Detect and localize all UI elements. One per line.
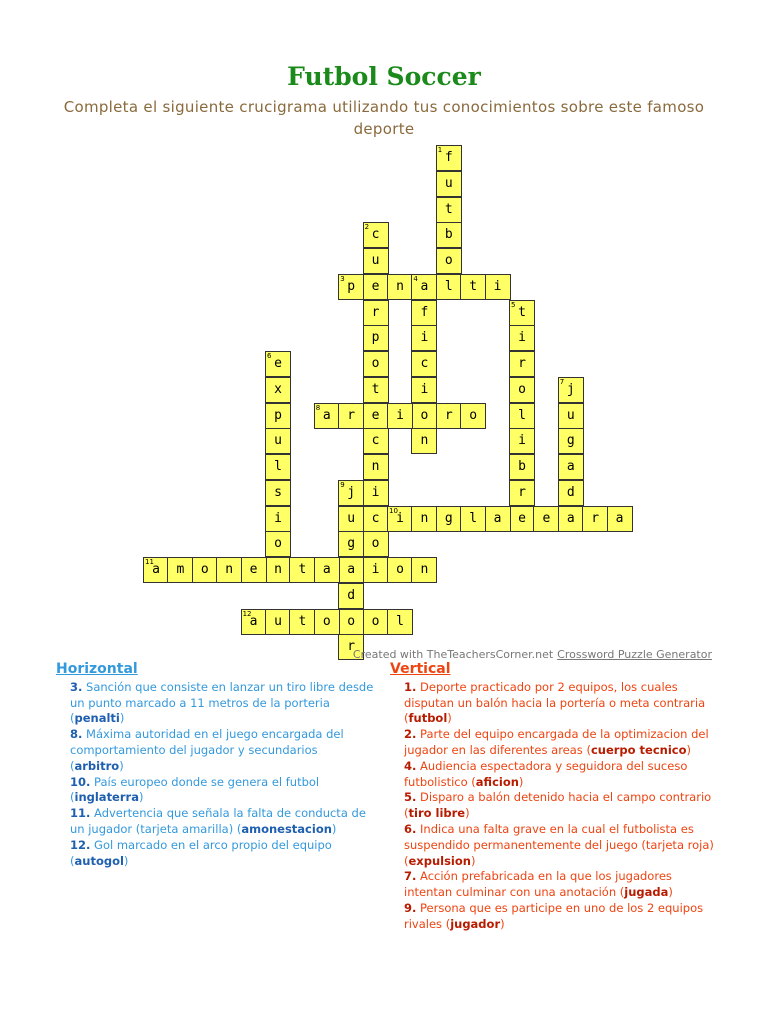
clue-end: ) (686, 742, 692, 757)
credit-line (353, 648, 712, 661)
clue-text: Audiencia espectadora y seguidora del suceso futbolistico ( (404, 758, 688, 789)
clue-answer: amonestacion (241, 821, 332, 836)
grid-cell[interactable] (485, 506, 511, 532)
clue-answer: penalti (74, 711, 120, 726)
cell-letter: l (469, 510, 478, 526)
horizontal-clues (56, 662, 374, 869)
clue-number: 5 (511, 300, 516, 309)
cell-letter: r (347, 639, 356, 655)
cell-letter: i (420, 330, 429, 346)
cell-letter: m (176, 562, 185, 577)
grid-cell[interactable] (363, 325, 389, 351)
grid-cell[interactable] (411, 428, 437, 454)
grid-cell[interactable] (265, 351, 291, 377)
clue-text: Gol marcado en el arco propio del equipo ( (70, 837, 332, 868)
cell-letter: e (371, 278, 380, 294)
clue-end: ) (518, 774, 524, 789)
grid-cell[interactable] (289, 609, 315, 635)
clue-number: 3 (340, 274, 345, 283)
grid-cell[interactable] (436, 222, 462, 248)
cell-letter: c (420, 356, 429, 371)
grid-cell[interactable] (265, 377, 291, 403)
grid-cell[interactable] (363, 531, 389, 557)
grid-cell[interactable] (265, 609, 291, 635)
grid-cell[interactable] (363, 351, 389, 377)
grid-cell[interactable] (509, 351, 535, 377)
grid-cell[interactable] (265, 557, 291, 583)
cell-letter: b (444, 227, 453, 243)
cell-letter: e (518, 510, 526, 526)
horizontal-heading: Horizontal (56, 661, 138, 677)
grid-cell[interactable] (265, 454, 291, 480)
cell-letter: n (396, 278, 404, 294)
cell-letter: r (347, 407, 356, 423)
clue-text: País europeo donde se genera el futbol ( (70, 774, 320, 805)
grid-cell[interactable] (558, 428, 584, 454)
grid-cell[interactable] (387, 274, 413, 300)
clue-number: 9. (404, 900, 417, 915)
cell-letter: e (274, 356, 282, 371)
cell-letter: f (420, 304, 429, 320)
credit-text: Created with TheTeachersCorner.net (352, 648, 554, 661)
cell-letter: r (371, 304, 380, 320)
clue-number: 4 (413, 274, 418, 283)
grid-cell[interactable] (314, 557, 340, 583)
cell-letter: g (444, 510, 453, 526)
clue-text: Parte del equipo encargada de la optimizacion del jugador en las diferentes areas ( (404, 727, 709, 757)
cell-letter: l (274, 459, 282, 474)
grid-cell[interactable] (436, 197, 462, 223)
grid-cell[interactable] (436, 506, 462, 532)
cell-letter: a (322, 407, 331, 423)
clue-number: 11 (145, 558, 154, 566)
cell-letter: e (371, 407, 380, 423)
cell-letter: x (274, 381, 282, 397)
cell-letter: r (518, 484, 526, 500)
grid-cell[interactable] (363, 248, 389, 274)
grid-cell[interactable] (265, 506, 291, 532)
clue-text: Deporte practicado por 2 equipos, los cuales disputan un balón hacia la portería o meta contraria ( (404, 679, 706, 726)
grid-cell[interactable] (363, 377, 389, 403)
cell-letter: r (518, 356, 526, 371)
cell-letter: t (444, 201, 453, 217)
clue-number: 5. (404, 790, 417, 805)
clue-answer: cuerpo tecnico (590, 742, 687, 757)
cell-letter: a (347, 562, 356, 577)
grid-cell[interactable] (387, 609, 413, 635)
clue-number: 1 (437, 146, 443, 154)
cell-letter: e (542, 510, 551, 526)
cell-letter: i (274, 510, 282, 526)
clue-item (404, 901, 715, 933)
clue-end: ) (123, 853, 129, 868)
clue-item (404, 790, 715, 822)
clue-number: 12 (242, 609, 252, 618)
grid-cell[interactable] (411, 403, 437, 429)
grid-cell[interactable] (241, 609, 267, 635)
grid-cell[interactable] (558, 377, 584, 403)
grid-cell[interactable] (558, 506, 584, 532)
grid-cell[interactable] (363, 480, 389, 506)
clue-end: ) (119, 758, 124, 773)
cell-letter: e (249, 562, 258, 577)
grid-cell[interactable] (338, 403, 364, 429)
cell-letter: a (493, 510, 502, 526)
cell-letter: n (371, 459, 380, 474)
clue-item (70, 806, 374, 838)
grid-cell[interactable] (533, 506, 559, 532)
cell-letter: u (444, 175, 453, 191)
grid-cell[interactable] (265, 480, 291, 506)
cell-letter: o (469, 407, 478, 423)
cell-letter: t (298, 613, 307, 629)
clue-item (404, 822, 715, 869)
grid-cell[interactable] (241, 557, 267, 583)
grid-cell[interactable] (509, 403, 535, 429)
clue-item (404, 727, 715, 759)
vertical-clues (390, 662, 715, 933)
grid-cell[interactable] (363, 403, 389, 429)
clue-end: ) (500, 916, 505, 931)
cell-letter: a (322, 562, 331, 577)
generator-link[interactable]: Crossword Puzzle Generator (557, 648, 712, 661)
grid-cell[interactable] (485, 274, 511, 300)
clue-answer: autogol (74, 853, 124, 868)
cell-letter: j (566, 381, 575, 397)
grid-cell[interactable] (509, 428, 535, 454)
grid-cell[interactable] (509, 325, 535, 351)
grid-cell[interactable] (558, 454, 584, 480)
grid-cell[interactable] (338, 557, 364, 583)
grid-cell[interactable] (363, 274, 389, 300)
cell-letter: o (518, 381, 526, 397)
grid-cell[interactable] (338, 274, 364, 300)
cell-letter: u (347, 510, 356, 526)
grid-cell[interactable] (509, 300, 535, 326)
clue-item (70, 727, 374, 774)
clue-end: ) (465, 806, 470, 821)
cell-letter: i (518, 330, 526, 346)
cell-letter: o (371, 536, 380, 552)
grid-cell[interactable] (411, 351, 437, 377)
grid-cell[interactable] (167, 557, 193, 583)
cell-letter: b (518, 459, 526, 474)
cell-letter: a (566, 459, 575, 474)
cell-letter: o (396, 562, 404, 577)
grid-cell[interactable] (289, 557, 315, 583)
clue-number: 12. (70, 837, 91, 852)
clue-end: ) (138, 790, 144, 805)
clue-text: Sanción que consiste en lanzar un tiro libre desde un punto marcado a 11 metros de la porteria ( (70, 679, 374, 726)
cell-letter: u (274, 613, 282, 629)
grid-cell[interactable] (363, 557, 389, 583)
cell-letter: o (371, 356, 380, 371)
grid-cell[interactable] (363, 222, 389, 248)
clue-number: 7 (559, 377, 565, 386)
cell-letter: d (347, 587, 356, 603)
cell-letter: p (371, 330, 380, 346)
cell-letter: i (396, 407, 404, 423)
cell-letter: o (444, 253, 453, 268)
cell-letter: n (420, 433, 429, 449)
cell-letter: i (371, 484, 380, 500)
clue-item (404, 869, 715, 901)
grid-cell[interactable] (265, 428, 291, 454)
grid-cell[interactable] (363, 506, 389, 532)
grid-cell[interactable] (509, 454, 535, 480)
grid-cell[interactable] (411, 300, 437, 326)
cell-letter: i (493, 278, 502, 294)
grid-cell[interactable] (509, 377, 535, 403)
cell-letter: i (371, 562, 380, 577)
cell-letter: o (322, 613, 331, 629)
clue-item (404, 759, 715, 791)
clue-number: 8 (315, 403, 321, 412)
cell-letter: g (347, 536, 356, 552)
cell-letter: p (347, 278, 356, 294)
cell-letter: l (396, 613, 404, 629)
grid-cell[interactable] (143, 557, 169, 583)
cell-letter: t (298, 562, 307, 577)
cell-letter: u (274, 433, 282, 449)
grid-cell[interactable] (460, 403, 486, 429)
clue-number: 10. (70, 774, 91, 789)
grid-cell[interactable] (411, 274, 437, 300)
clue-text: Advertencia que señala la falta de conducta de un jugador (tarjeta amarilla) ( (70, 806, 366, 836)
cell-letter: n (420, 510, 429, 526)
cell-letter: c (371, 510, 380, 526)
clue-answer: inglaterra (74, 790, 139, 805)
grid-cell[interactable] (192, 557, 218, 583)
grid-cell[interactable] (607, 506, 633, 532)
cell-letter: n (420, 562, 429, 577)
clue-number: 7. (404, 869, 417, 884)
cell-letter: c (371, 227, 380, 243)
cell-letter: a (615, 510, 624, 526)
grid-cell[interactable] (582, 506, 608, 532)
grid-cell[interactable] (558, 403, 584, 429)
clue-number: 11. (70, 806, 91, 821)
grid-cell[interactable] (460, 274, 486, 300)
grid-cell[interactable] (338, 506, 364, 532)
cell-letter: g (566, 433, 575, 449)
page-subtitle: Completa el siguiente crucigrama utilizando tus conocimientos sobre este famoso deporte (63, 98, 705, 138)
clue-number: 2. (404, 727, 417, 742)
clue-answer: futbol (408, 711, 448, 726)
cell-letter: s (274, 484, 282, 500)
cell-letter: u (371, 253, 380, 268)
grid-cell[interactable] (314, 609, 340, 635)
cell-letter: p (274, 407, 282, 423)
horizontal-clue-list (56, 680, 374, 870)
grid-cell[interactable] (460, 506, 486, 532)
grid-cell[interactable] (363, 609, 389, 635)
clue-item (70, 775, 374, 807)
clue-number: 1. (404, 679, 417, 694)
grid-cell[interactable] (558, 480, 584, 506)
cell-letter: o (274, 536, 282, 552)
cell-letter: o (371, 613, 380, 629)
clue-number: 10 (389, 506, 398, 515)
cell-letter: t (469, 278, 478, 294)
grid-cell[interactable] (436, 171, 462, 197)
clue-text: Acción prefabricada en la que los jugadores intentan culminar con una anotación ( (404, 869, 672, 900)
grid-cell[interactable] (436, 145, 462, 171)
grid-cell[interactable] (363, 300, 389, 326)
clue-number: 4. (404, 758, 417, 773)
clue-number: 6 (267, 352, 272, 360)
grid-cell[interactable] (338, 480, 364, 506)
clue-end: ) (668, 885, 673, 900)
grid-cell[interactable] (411, 506, 437, 532)
cell-letter: a (249, 613, 258, 629)
cell-letter: t (371, 381, 380, 397)
grid-cell[interactable] (509, 506, 535, 532)
cell-letter: j (347, 484, 356, 500)
grid-cell[interactable] (338, 609, 364, 635)
cell-letter: c (371, 433, 380, 449)
clue-text: Disparo a balón detenido hacia el campo contrario ( (404, 790, 712, 821)
cell-letter: u (566, 407, 575, 423)
cell-letter: r (444, 407, 453, 423)
cell-letter: n (274, 562, 282, 577)
grid-cell[interactable] (411, 377, 437, 403)
cell-letter: r (591, 510, 600, 526)
cell-letter: t (518, 304, 526, 320)
clue-answer: jugador (450, 916, 501, 931)
clue-answer: expulsion (408, 853, 471, 868)
grid-cell[interactable] (338, 531, 364, 557)
clue-item (70, 838, 374, 870)
clue-item (404, 680, 715, 727)
clue-answer: arbitro (74, 758, 120, 773)
cell-letter: o (420, 407, 429, 423)
cell-letter: n (225, 562, 234, 577)
grid-cell[interactable] (265, 531, 291, 557)
vertical-heading: Vertical (390, 661, 451, 677)
grid-cell[interactable] (363, 454, 389, 480)
clue-answer: aficion (475, 774, 519, 789)
cell-letter: i (518, 433, 526, 449)
clue-end: ) (447, 711, 452, 726)
grid-cell[interactable] (509, 480, 535, 506)
clue-end: ) (470, 853, 476, 868)
cell-letter: i (420, 381, 429, 397)
cell-letter: a (566, 510, 575, 526)
clue-text: Indica una falta grave en la cual el futbolista es suspendido permanentemente del juego (tarjeta roja) ( (404, 821, 714, 868)
page-title: Futbol Soccer (287, 62, 481, 91)
grid-cell[interactable] (216, 557, 242, 583)
grid-cell[interactable] (363, 428, 389, 454)
grid-cell[interactable] (387, 403, 413, 429)
cell-letter: o (200, 562, 209, 577)
clue-end: ) (331, 821, 337, 836)
grid-cell[interactable] (314, 403, 340, 429)
grid-cell[interactable] (436, 248, 462, 274)
grid-cell[interactable] (411, 557, 437, 583)
grid-cell[interactable] (265, 403, 291, 429)
grid-cell[interactable] (338, 583, 364, 609)
cell-letter: i (396, 510, 404, 526)
cell-letter: f (444, 150, 453, 165)
cell-letter: l (518, 407, 526, 423)
cell-letter: a (420, 278, 429, 294)
clue-number: 9 (340, 480, 345, 489)
clue-text: Persona que es participe en uno de los 2 equipos rivales ( (404, 900, 704, 931)
grid-cell[interactable] (387, 557, 413, 583)
clue-number: 8. (70, 727, 83, 742)
cell-letter: d (566, 484, 575, 500)
clue-item (70, 680, 374, 727)
vertical-clue-list (390, 680, 715, 933)
clue-number: 2 (364, 223, 370, 232)
clue-answer: jugada (624, 885, 669, 900)
cell-letter: a (152, 562, 160, 577)
clue-number: 6. (404, 821, 417, 836)
clue-text: Máxima autoridad en el juego encargada del comportamiento del jugador y secundarios ( (70, 727, 344, 773)
cell-letter: o (347, 613, 356, 629)
clue-end: ) (119, 711, 125, 726)
cell-letter: l (444, 278, 453, 294)
grid-cell[interactable] (436, 274, 462, 300)
clue-number: 3. (70, 679, 83, 694)
grid-cell[interactable] (411, 325, 437, 351)
clue-answer: tiro libre (408, 806, 466, 821)
grid-cell[interactable] (436, 403, 462, 429)
grid-cell[interactable] (387, 506, 413, 532)
